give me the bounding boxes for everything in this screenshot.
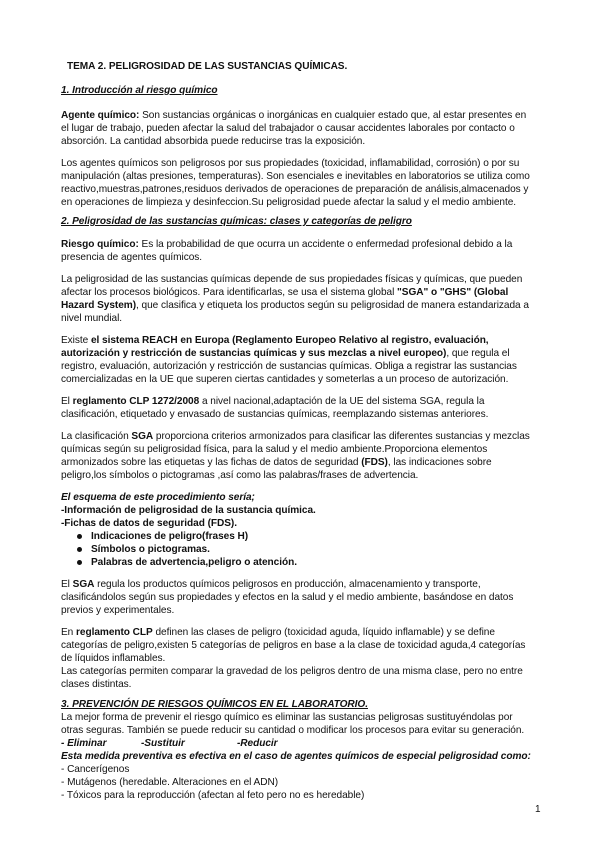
agente-quimico-text: Son sustancias orgánicas o inorgánicas en cualquier estado que, al estar presentes en <box>139 110 527 121</box>
bullet-dot <box>77 560 82 565</box>
agente-quimico-line-1 <box>61 109 526 122</box>
clp-line-1 <box>61 395 484 408</box>
prevencion-actions <box>61 737 278 750</box>
peligrosos-line-3: reactivo,muestras,patrones,residuos derivados de operaciones de preparación de análisis,almacenados y <box>61 184 529 195</box>
reach-line-4: comercializadas en la UE que superen ciertas cantidades y someterlas a un proceso de autorización. <box>61 374 509 385</box>
reach-text-cont: , que regula el <box>446 348 510 359</box>
sga2-line-2: clasificándolos según sus propiedades y efectos en la salud y el medio ambiente, basándose en datos <box>61 592 514 603</box>
reach-line-2 <box>61 347 510 360</box>
bullet-dot <box>77 547 82 552</box>
action-sustituir: -Sustituir <box>141 738 185 749</box>
peligrosidad-line-2 <box>61 286 508 299</box>
clp2-line-1 <box>61 626 495 639</box>
riesgo-quimico-line-1 <box>61 238 512 251</box>
prevencion-line-1: La mejor forma de prevenir el riesgo químico es eliminar las sustancias peligrosas sustituyéndolas por <box>61 712 513 723</box>
clp2-line-2: categorías de peligro,existen 5 categorías de peligros en base a la clase de toxicidad aguda,4 categorías <box>61 640 526 651</box>
peligrosos-line-4: en operaciones de limpieza y desinfeccion.Su peligrosidad puede afectar la salud y el medio ambiente. <box>61 197 517 208</box>
peligrosidad-text-cont: , que clasifica y etiqueta los productos según su peligrosidad de manera estandarizada a <box>136 300 529 311</box>
clp2-line-5: clases distintas. <box>61 679 132 690</box>
sga2-text: El <box>61 579 73 590</box>
sga-line-1 <box>61 430 530 443</box>
sga2-text-cont: regula los productos químicos peligrosos en producción, almacenamiento y transporte, <box>94 579 481 590</box>
reach-term-cont: autorización y restricción de sustancias químicas y sus mezclas a nivel europeo) <box>61 348 447 359</box>
sga-text-2: armonizados sobre las etiquetas y las fichas de datos de seguridad <box>61 457 362 468</box>
sga-line-2: químicas según su peligrosidad física, para la salud y el medio ambiente.Proporciona elementos <box>61 444 488 455</box>
sga-text-3: , las indicaciones sobre <box>387 457 492 468</box>
bullet-item-2: Símbolos o pictogramas. <box>91 544 210 555</box>
clp-text-cont: a nivel nacional,adaptación de la UE del sistema SGA, regula la <box>199 396 485 407</box>
sga-line-3 <box>61 456 492 469</box>
document-title: TEMA 2. PELIGROSIDAD DE LAS SUSTANCIAS QUÍMICAS. <box>67 61 348 72</box>
esquema-item-2: -Fichas de datos de seguridad (FDS). <box>61 518 237 529</box>
section-3-heading: 3. PREVENCIÓN DE RIESGOS QUÍMICOS EN EL LABORATORIO. <box>61 699 368 710</box>
clp-line-2: clasificación, etiquetado y envasado de sustancias químicas, reemplazando sistemas anteriores. <box>61 409 489 420</box>
reach-line-1 <box>61 334 489 347</box>
section-1-heading: 1. Introducción al riesgo químico <box>61 85 218 96</box>
riesgo-quimico-line-2: presencia de agentes químicos. <box>61 252 203 263</box>
peligrosos-line-2: manipulación (altas presiones, temperaturas). Son esenciales e inevitables en laboratorios se utiliza como <box>61 171 530 182</box>
clp-text: El <box>61 396 73 407</box>
esquema-item-1: -Información de peligrosidad de la sustancia química. <box>61 505 316 516</box>
clp2-line-3: de líquidos inflamables. <box>61 653 166 664</box>
bullet-item-1: Indicaciones de peligro(frases H) <box>91 531 249 542</box>
peligrosidad-line-4: nivel mundial. <box>61 313 123 324</box>
agente-quimico-line-2: el lugar de trabajo, pueden afectar la salud del trabajador o causar accidentes laborales por contacto o <box>61 123 515 134</box>
reach-term: el sistema REACH en Europa (Reglamento Europeo Relativo al registro, evaluación, <box>90 335 489 346</box>
esquema-heading: El esquema de este procedimiento sería; <box>61 492 255 503</box>
section-2-heading: 2. Peligrosidad de las sustancias químicas: clases y categorías de peligro <box>61 216 412 227</box>
clp2-line-4: Las categorías permiten comparar la gravedad de los peligros dentro de una misma clase, pero no entre <box>61 666 523 677</box>
fds-term: (FDS) <box>361 457 388 468</box>
agente-item-1: - Cancerígenos <box>61 764 130 775</box>
clp2-term: reglamento CLP <box>76 627 153 638</box>
sga-term: SGA <box>131 431 154 442</box>
agente-quimico-line-3: absorción. La cantidad absorbida puede reducirse tras la exposición. <box>61 136 366 147</box>
clp2-text-cont: definen las clases de peligro (toxicidad aguda, líquido inflamable) y se define <box>152 627 495 638</box>
sga-text: La clasificación <box>61 431 132 442</box>
clp-term: reglamento CLP 1272/2008 <box>72 396 200 407</box>
sga2-line-1 <box>61 578 481 591</box>
prevencion-line-2: otras seguras. También se puede reducir su cantidad o modificar los procesos para evitar su generación. <box>61 725 525 736</box>
hazard-system-term: Hazard System) <box>61 300 137 311</box>
reach-line-3: registro, evaluación, autorización y restricción de sustancias químicas. Obliga a registrar las sustancias <box>61 361 517 372</box>
sga-text-cont: proporciona criterios armonizados para clasificar las diferentes sustancias y mezclas <box>153 431 530 442</box>
reach-text: Existe <box>61 335 91 346</box>
sga-ghs-term: "SGA" o "GHS" (Global <box>397 287 509 298</box>
bullet-item-3: Palabras de advertencia,peligro o atención. <box>91 557 297 568</box>
agente-item-2: - Mutágenos (heredable. Alteraciones en el ADN) <box>61 777 279 788</box>
peligrosidad-line-1: La peligrosidad de las sustancias químicas depende de sus propiedades físicas y químicas, que pueden <box>61 274 523 285</box>
agente-quimico-term: Agente químico: <box>61 110 140 121</box>
sga-line-4: peligro,los símbolos o pictogramas ,así como las palabras/frases de advertencia. <box>61 470 419 481</box>
action-reducir: -Reducir <box>237 738 278 749</box>
bullet-dot <box>77 534 82 539</box>
riesgo-quimico-term: Riesgo químico: <box>61 239 139 250</box>
peligrosidad-text: afectar los procesos biológicos. Para identificarlas, se usa el sistema global <box>61 287 398 298</box>
page-number: 1 <box>535 804 541 815</box>
agente-item-3: - Tóxicos para la reproducción (afectan al feto pero no es heredable) <box>61 790 365 801</box>
peligrosos-line-1: Los agentes químicos son peligrosos por sus propiedades (toxicidad, inflamabilidad, corrosión) o por su <box>61 158 520 169</box>
peligrosidad-line-3 <box>61 299 529 312</box>
sga2-term: SGA <box>72 579 95 590</box>
medida-preventiva: Esta medida preventiva es efectiva en el caso de agentes químicos de especial peligrosidad como: <box>61 751 531 762</box>
riesgo-quimico-text: Es la probabilidad de que ocurra un accidente o enfermedad profesional debido a la <box>138 239 513 250</box>
sga2-line-3: previos y experimentales. <box>61 605 175 616</box>
clp2-text: En <box>61 627 77 638</box>
action-eliminar: - Eliminar <box>61 738 107 749</box>
